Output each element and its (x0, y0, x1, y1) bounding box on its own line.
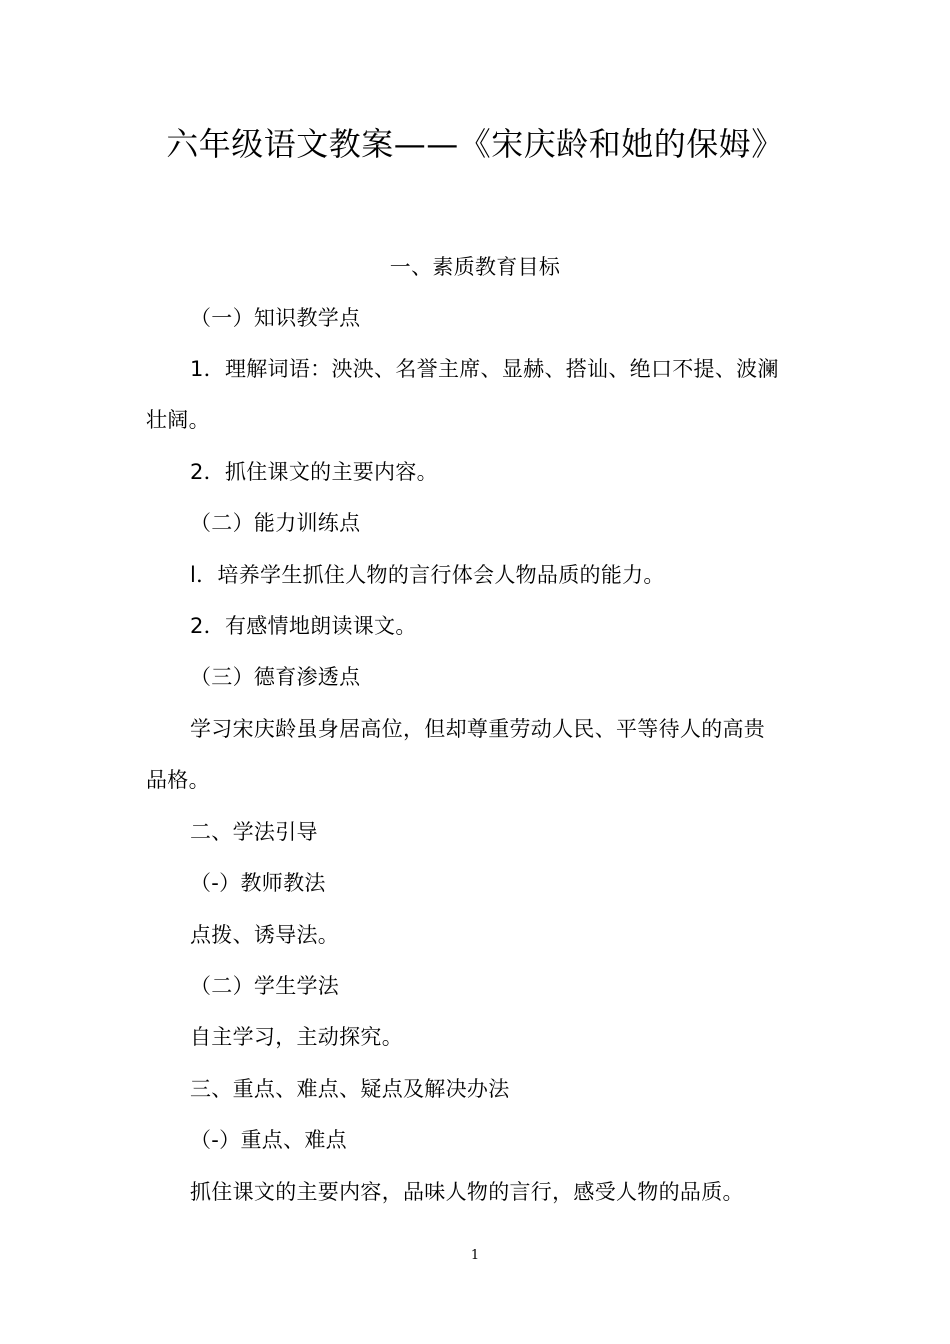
document-title: 六年级语文教案——《宋庆龄和她的保姆》 (166, 125, 784, 163)
paragraph-vocabulary: 1．理解词语：泱泱、名誉主席、显赫、搭讪、绝口不提、波澜 (190, 357, 779, 381)
paragraph-moral-continued: 品格。 (146, 768, 210, 792)
paragraph-ability-1: l．培养学生抓住人物的言行体会人物品质的能力。 (190, 563, 665, 587)
paragraph-student-method: 自主学习，主动探究。 (190, 1025, 403, 1049)
subheading-knowledge: （一）知识教学点 (190, 306, 361, 330)
subheading-moral: （三）德育渗透点 (190, 665, 361, 689)
page-number: 1 (470, 1248, 480, 1263)
section-heading-key-points: 三、重点、难点、疑点及解决办法 (190, 1077, 510, 1101)
subheading-key-difficult: （-）重点、难点 (190, 1128, 347, 1152)
paragraph-vocabulary-continued: 壮阔。 (146, 408, 210, 432)
paragraph-moral: 学习宋庆龄虽身居高位，但却尊重劳动人民、平等待人的高贵 (190, 717, 766, 741)
paragraph-ability-2: 2．有感情地朗读课文。 (190, 614, 417, 638)
paragraph-main-content: 2．抓住课文的主要内容。 (190, 460, 438, 484)
paragraph-key-difficult: 抓住课文的主要内容，品味人物的言行，感受人物的品质。 (190, 1180, 744, 1204)
subheading-ability: （二）能力训练点 (190, 511, 361, 535)
section-heading-methods: 二、学法引导 (190, 820, 318, 844)
subheading-teacher-method: （-）教师教法 (190, 871, 326, 895)
paragraph-teacher-method: 点拨、诱导法。 (190, 923, 340, 947)
section-heading-goals: 一、素质教育目标 (389, 255, 561, 279)
subheading-student-method: （二）学生学法 (190, 974, 340, 998)
